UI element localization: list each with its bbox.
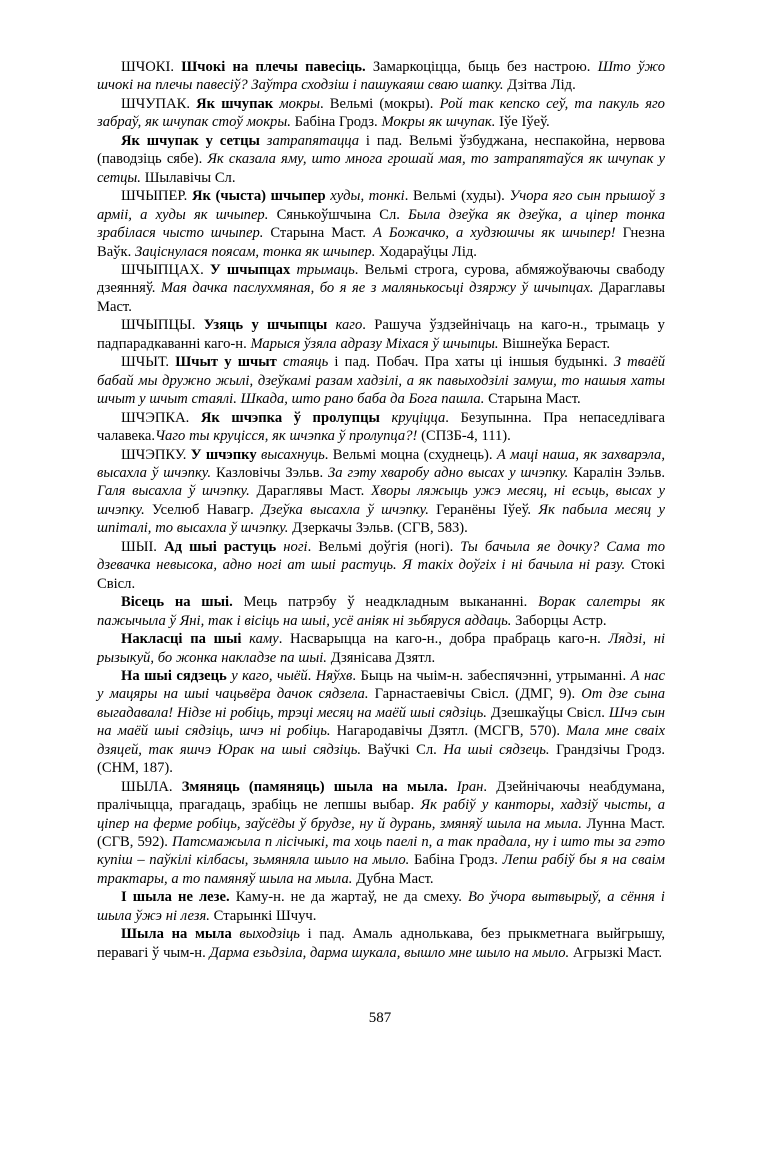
usage-example: Няўхв	[315, 667, 353, 684]
definition-text: Казловічы Зэльв.	[211, 464, 329, 481]
entry-headword: ШЧОКІ.	[121, 59, 174, 75]
usage-example: Як рабіў у канторы, хадзіў чысты, а ціпер на ферме робіць, заўсёды ў брудзе, ну й дурань, змяняў шыла на мыла.	[97, 797, 665, 832]
usage-example: каго	[327, 317, 363, 334]
definition-text: Старына Маст.	[484, 391, 581, 408]
idiom-phrase: На шыі сядзець	[121, 667, 227, 684]
definition-text: Іўе Іўеў.	[495, 114, 550, 131]
idiom-phrase: Шчокі на плечы павесіць.	[181, 59, 366, 75]
definition-text: Шылавічы Сл.	[140, 169, 236, 186]
usage-example: стаяць	[276, 354, 329, 371]
entry-headword: ШЧЫПЦЫ.	[121, 317, 196, 334]
usage-example: Лепш рабіў бы я на сваім трактары, а то памяняў шыла на мыла.	[97, 852, 665, 887]
definition-text: . Рашуча ўздзейнічаць на каго-н., трымаць у падпарадкаванні каго-н.	[97, 317, 665, 352]
dictionary-entry	[97, 316, 665, 353]
definition-text: Каралін Зэльв.	[568, 464, 665, 481]
entry-headword: ШЧЫТ.	[121, 354, 170, 371]
idiom-phrase: У шчыпцах	[209, 261, 291, 278]
definition-text	[447, 779, 456, 795]
idiom-phrase: Вісець на шыі.	[121, 594, 233, 611]
dictionary-entry	[97, 538, 665, 593]
idiom-phrase: Як шчупак у сетцы	[121, 132, 260, 149]
idiom-phrase: Шыла на мыла	[121, 926, 232, 943]
definition-text: Каму-н. не да жартаў, не да смеху.	[229, 889, 468, 906]
dictionary-entry	[97, 630, 665, 667]
idiom-phrase: Змяняць (памяняць) шыла на мыла.	[181, 778, 448, 795]
idiom-phrase: Як шчупак	[196, 95, 274, 112]
usage-example: Чаго ты круцісся, як шчэпка ў пролупца?!	[154, 428, 418, 445]
entry-headword: ШЧУПАК.	[121, 95, 190, 112]
definition-text: Мець патрэбу ў неадкладным выкананні.	[232, 594, 539, 611]
entry-headword: ШЧЫПЕР.	[121, 188, 188, 205]
usage-example: Як сказала яму, што многа грошай мая, то затрапятаўся як шчупак у сетцы.	[97, 151, 665, 186]
usage-example: Патсмажыла п лісічыкі, та хоць паелі п, а так прадала, ну і што ты за гэто купіш – паўкілі кілбасы, зьмяняла шыло на мыло.	[97, 834, 666, 869]
entry-headword: ШЧЭПКА.	[121, 409, 190, 426]
dictionary-entry	[97, 925, 665, 962]
dictionary-entry	[97, 95, 665, 132]
definition-text: Дзянісава Дзятл.	[326, 649, 436, 666]
definition-text: . Вельмі доўгія (ногі).	[307, 538, 461, 555]
usage-example: А маці наша, як захварэла, высахла ў шчэпку.	[97, 446, 665, 481]
definition-text: Ходараўцы Лід.	[375, 243, 477, 260]
usage-example: ногі	[276, 538, 308, 555]
definition-text: Заборцы Астр.	[511, 612, 607, 629]
usage-example: А Божачко, а худзюшчы як шчыпер!	[373, 225, 616, 242]
usage-example: Як пабыла месяц у шпіталі, то высахла ў шчэпку.	[97, 501, 666, 537]
definition-text: Лунна Маст. (СГВ, 592).	[97, 815, 665, 851]
usage-example: Што ўжо шчокі на плечы павесіў? Заўтра сходзіш і пашукаяш сваю шапку.	[97, 59, 666, 94]
usage-example: выходзіць	[231, 926, 300, 943]
entry-headword: ШЫІ.	[121, 538, 157, 555]
usage-example: Іран	[456, 778, 484, 795]
definition-text: Гнезна Ваўк.	[97, 225, 665, 260]
dictionary-entry	[97, 593, 665, 630]
definition-text: . Быць на чыім-н. забеспячэнні, утрыманні.	[352, 667, 631, 684]
usage-example: Ты бачыла яе дочку? Сама то дзевачка невысока, адно ногі ат шыі растуць. Я такіх доўгіх і ні бачыла ні разу.	[97, 538, 666, 574]
definition-text: Уселюб Навагр.	[144, 501, 262, 518]
usage-example: Марыся ўзяла адразу Міхася ў шчыпцы.	[250, 335, 499, 352]
idiom-phrase: І шыла не лезе.	[121, 889, 230, 906]
idiom-phrase: Як шчэпка ў пролупцы	[200, 409, 380, 426]
definition-text: Вішнеўка Бераст.	[498, 335, 611, 352]
definition-text: Ваўчкі Сл.	[361, 741, 444, 758]
dictionary-entry	[97, 667, 665, 778]
usage-example: трымаць	[290, 261, 355, 278]
definition-text: Бабіна Гродз.	[409, 852, 503, 869]
definition-text: Бабіна Гродз.	[290, 114, 382, 131]
idiom-phrase: У шчэпку	[190, 446, 257, 463]
dictionary-entry	[97, 353, 665, 408]
usage-example: Заціснулася поясам, тонка як шчыпер.	[135, 243, 376, 260]
idiom-phrase: Ад шыі растуць	[164, 538, 277, 555]
usage-example: Была дзеўка як дзеўка, а ціпер тонка зрабілася чысто шчыпер.	[97, 206, 666, 242]
definition-text: . Дзейнічаючы неабдумана, пралічыцца, прагадаць, зрабіць не лепшы выбар.	[97, 778, 666, 814]
usage-example: Во ўчора вытвырыў, а сёння і шыла ўжэ ні лезя.	[97, 889, 665, 924]
usage-example: За гэту хваробу адно высах у шчэпку.	[328, 464, 569, 481]
definition-text: Геранёны Іўеў.	[428, 501, 539, 518]
definition-text: . Вельмі (мокры).	[319, 95, 440, 112]
definition-text: . Вельмі строга, сурова, абмяжоўваючы свабоду дзеянняў.	[97, 261, 665, 297]
definition-text: Дараглявы Маст.	[249, 483, 371, 500]
dictionary-entry	[97, 888, 665, 925]
dictionary-entry	[97, 409, 665, 446]
entry-headword: ШЫЛА.	[121, 778, 173, 795]
usage-example: Хворы ляжыць ужэ месяц, ні есьць, высах у шчэпку.	[97, 483, 665, 518]
usage-example: круціцца	[379, 409, 446, 426]
usage-example: затрапятацца	[259, 132, 360, 149]
definition-text: . Безупынна. Пра непаседлівага чалавека.	[97, 409, 665, 445]
usage-example: А нас у мацяры на шыі чацьвёра дачок сядзела.	[97, 667, 665, 703]
definition-text: і пад. Вельмі ўзбуджана, неспакойна, нервова (паводзіць сябе).	[97, 132, 665, 168]
definition-text: і пад. Побач. Пра хаты ці іншыя будынкі.	[328, 354, 614, 371]
definition-text: і пад. Амаль аднолькава, без прыкметнага выйгрышу, перавагі ў чым-н.	[97, 926, 665, 961]
usage-example: мокры	[273, 95, 320, 112]
definition-text: Грандзічы Гродз. (СНМ, 187).	[97, 741, 665, 777]
usage-example: Мая дачка паслухмяная, бо я яе з малянькосьці дзяржу ў шчыпцах.	[160, 280, 594, 297]
definition-text: Стокі Свісл.	[97, 557, 665, 592]
entry-headword: ШЧЭПКУ.	[121, 446, 187, 463]
definition-text: Замаркоціцца, быць без настрою.	[365, 59, 598, 75]
idiom-phrase: Накласці па шыі	[121, 631, 242, 648]
usage-example: высахнуць	[256, 446, 325, 463]
definition-text: Дараглавы Маст.	[97, 280, 665, 315]
dictionary-entry	[97, 187, 665, 261]
dictionary-entry	[97, 261, 665, 316]
definition-text: Дзеркачы Зэльв. (СГВ, 583).	[288, 520, 468, 537]
usage-example: Дзеўка высахла ў шчэпку.	[261, 501, 429, 518]
usage-example: Рой так кепско сеў, та пакуль яго забраў, як шчупак стоў мокры.	[97, 95, 665, 131]
usage-example: Шчэ сын на маёй шыі сядзіць, шчэ ні робіць.	[97, 704, 666, 740]
usage-example: На шыі сядзець.	[443, 741, 550, 758]
usage-example: Дарма езьдзіла, дарма шукала, вышло мне шыло на мыло.	[209, 944, 570, 961]
definition-text: . Насварыцца на каго-н., добра прабраць каго-н.	[278, 631, 609, 648]
dictionary-entry	[97, 58, 665, 95]
usage-example: З тваёй бабай мы дружно жылі, дзеўкамі разам хадзілі, а як павыходзілі замуш, то нашыя хаты шчыт у шчыт стаялі. Шкада, што рано баба да Бога пашла.	[97, 354, 666, 408]
usage-example: Мокры як шчупак.	[381, 114, 496, 131]
entry-headword: ШЧЫПЦАХ.	[121, 261, 204, 278]
definition-text: Агрызкі Маст.	[569, 944, 663, 961]
definition-text: Дубна Маст.	[352, 870, 434, 887]
definition-text: . Вельмі моцна (схуднець).	[324, 446, 497, 463]
usage-example: Мала мне сваіх дзяцей, так яшчэ Юрак на шыі сядзіць.	[97, 723, 666, 758]
definition-text: Дзешкаўцы Свісл.	[486, 704, 609, 721]
idiom-phrase: Як (чыста) шчыпер	[191, 188, 326, 205]
definition-text: Нагародавічы Дзятл. (МСГВ, 570).	[330, 723, 567, 740]
usage-example: Лядзі, ні рызыкуй, бо жонка накладзе па шыі.	[97, 631, 665, 666]
definition-text: .	[307, 667, 316, 684]
definition-text: Дзітва Лід.	[503, 77, 576, 94]
definition-text: . Вельмі (худы).	[404, 188, 510, 205]
usage-example: худы, тонкі	[325, 188, 405, 205]
idiom-phrase: Шчыт у шчыт	[175, 354, 277, 371]
usage-example: От дзе сына выгадавала! Нідзе ні робіць, трэці месяц на маёй шыі сядзіць.	[97, 686, 666, 721]
dictionary-entry	[97, 132, 665, 187]
definition-text: Старына Маст.	[263, 225, 374, 242]
definition-text: Сянькоўшчына Сл.	[268, 206, 409, 223]
usage-example: у каго, чыёй	[226, 667, 308, 684]
dictionary-entry	[97, 446, 665, 538]
definition-text: Гарнастаевічы Свісл. (ДМГ, 9).	[368, 686, 582, 703]
usage-example: Ворак салетры як пажычыла ў Яні, так і вісіць на шыі, усё аніяк ні зьбяруся аддаць.	[97, 594, 665, 629]
definition-text: (СПЗБ-4, 111).	[417, 428, 511, 445]
dictionary-entry	[97, 778, 665, 889]
idiom-phrase: Узяць у шчыпцы	[203, 317, 328, 334]
usage-example: каму	[241, 631, 279, 648]
definition-text: Старынкі Шчуч.	[209, 907, 317, 924]
usage-example: Галя высахла ў шчэпку.	[97, 483, 250, 500]
page-text-column	[97, 58, 665, 962]
page-number: 587	[368, 1010, 392, 1026]
usage-example: Учора яго сын прышоў з арміі, а худы як шчыпер.	[97, 188, 666, 223]
